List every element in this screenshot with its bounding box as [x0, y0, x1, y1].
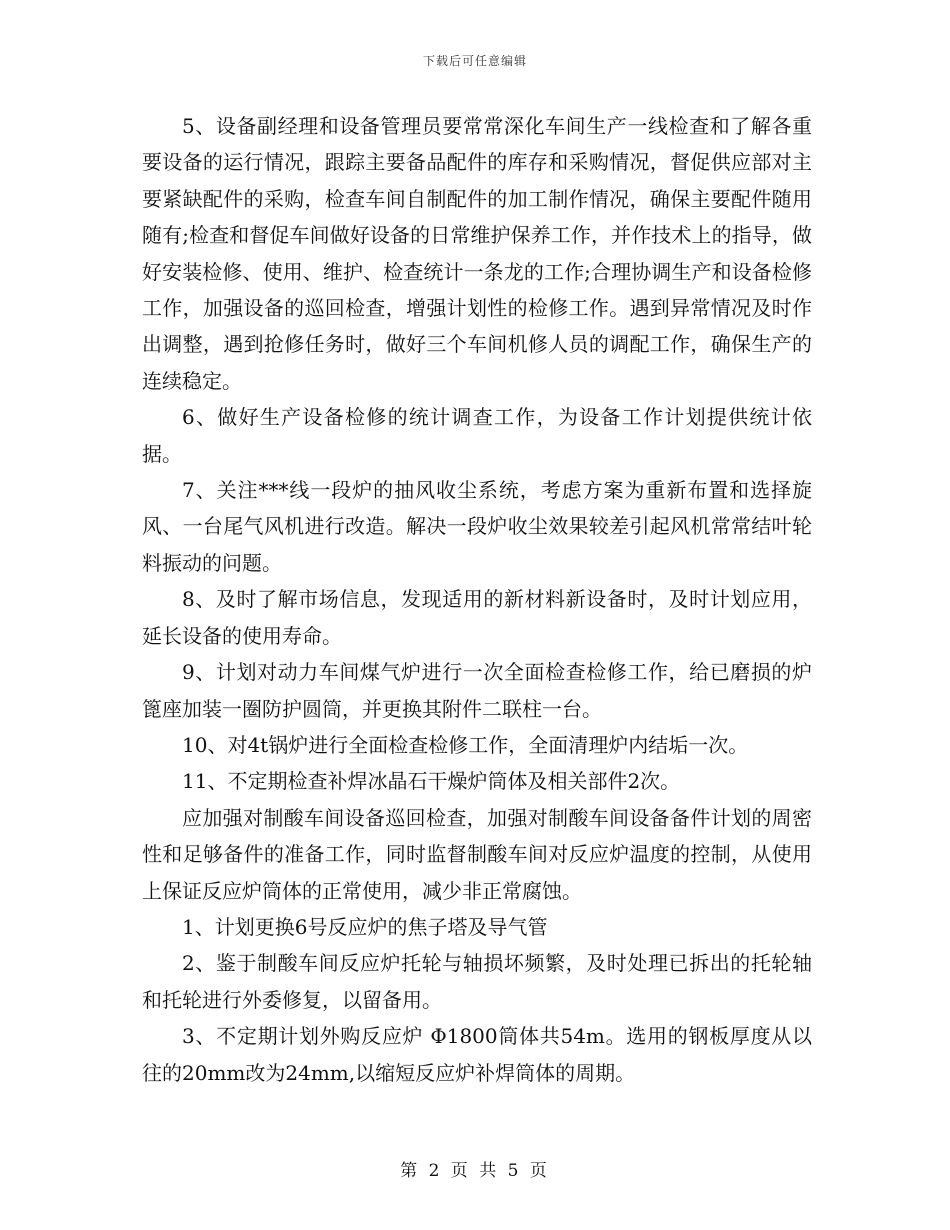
- paragraph-item-6: 6、做好生产设备检修的统计调查工作，为设备工作计划提供统计依据。: [142, 405, 812, 466]
- document-body: [142, 108, 812, 1091]
- paragraph-acid-item-3: 3、不定期计划外购反应炉 Φ1800筒体共54m。选用的钢板厚度从以往的20mm改为24mm,以缩短反应炉补焊筒体的周期。: [142, 1024, 812, 1085]
- paragraph-item-11: 11、不定期检查补焊冰晶石干燥炉筒体及相关部件2次。: [182, 769, 681, 794]
- paragraph-item-5: 5、设备副经理和设备管理员要常常深化车间生产一线检查和了解各重要设备的运行情况，跟踪主要备品配件的库存和采购情况，督促供应部对主要紧缺配件的采购，检查车间自制配件的加工制作情况，确保主要配件随用随有;检查和督促车间做好设备的日常维护保养工作，并作技术上的指导，做好安装检修、使用、维护、检查统计一条龙的工作;合理协调生产和设备检修工作，加强设备的巡回检查，增强计划性的检修工作。遇到异常情况及时作出调整，遇到抢修任务时，做好三个车间机修人员的调配工作，确保生产的连续稳定。: [142, 114, 812, 393]
- paragraph-acid-item-2: 2、鉴于制酸车间反应炉托轮与轴损坏频繁，及时处理已拆出的托轮轴和托轮进行外委修复，以留备用。: [142, 951, 812, 1012]
- page-number: 第 2 页 共 5 页: [400, 1161, 550, 1181]
- page-header: 下载后可任意编辑: [422, 54, 527, 68]
- paragraph-item-10: 10、对4t锅炉进行全面检查检修工作，全面清理炉内结垢一次。: [182, 732, 749, 757]
- paragraph-item-7: 7、关注***线一段炉的抽风收尘系统，考虑方案为重新布置和选择旋风、一台尾气风机进行改造。解决一段炉收尘效果较差引起风机常常结叶轮料振动的问题。: [142, 478, 812, 575]
- paragraph-item-8: 8、及时了解市场信息，发现适用的新材料新设备时，及时计划应用，延长设备的使用寿命。: [142, 587, 812, 648]
- paragraph-acid-workshop: 应加强对制酸车间设备巡回检查，加强对制酸车间设备备件计划的周密性和足够备件的准备工作，同时监督制酸车间对反应炉温度的控制，从使用上保证反应炉筒体的正常使用，减少非正常腐蚀。: [142, 805, 812, 903]
- paragraph-acid-item-1: 1、计划更换6号反应炉的焦子塔及导气管: [182, 914, 548, 939]
- paragraph-item-9: 9、计划对动力车间煤气炉进行一次全面检查检修工作，给已磨损的炉篦座加装一圈防护圆筒，并更换其附件二联柱一台。: [142, 660, 812, 721]
